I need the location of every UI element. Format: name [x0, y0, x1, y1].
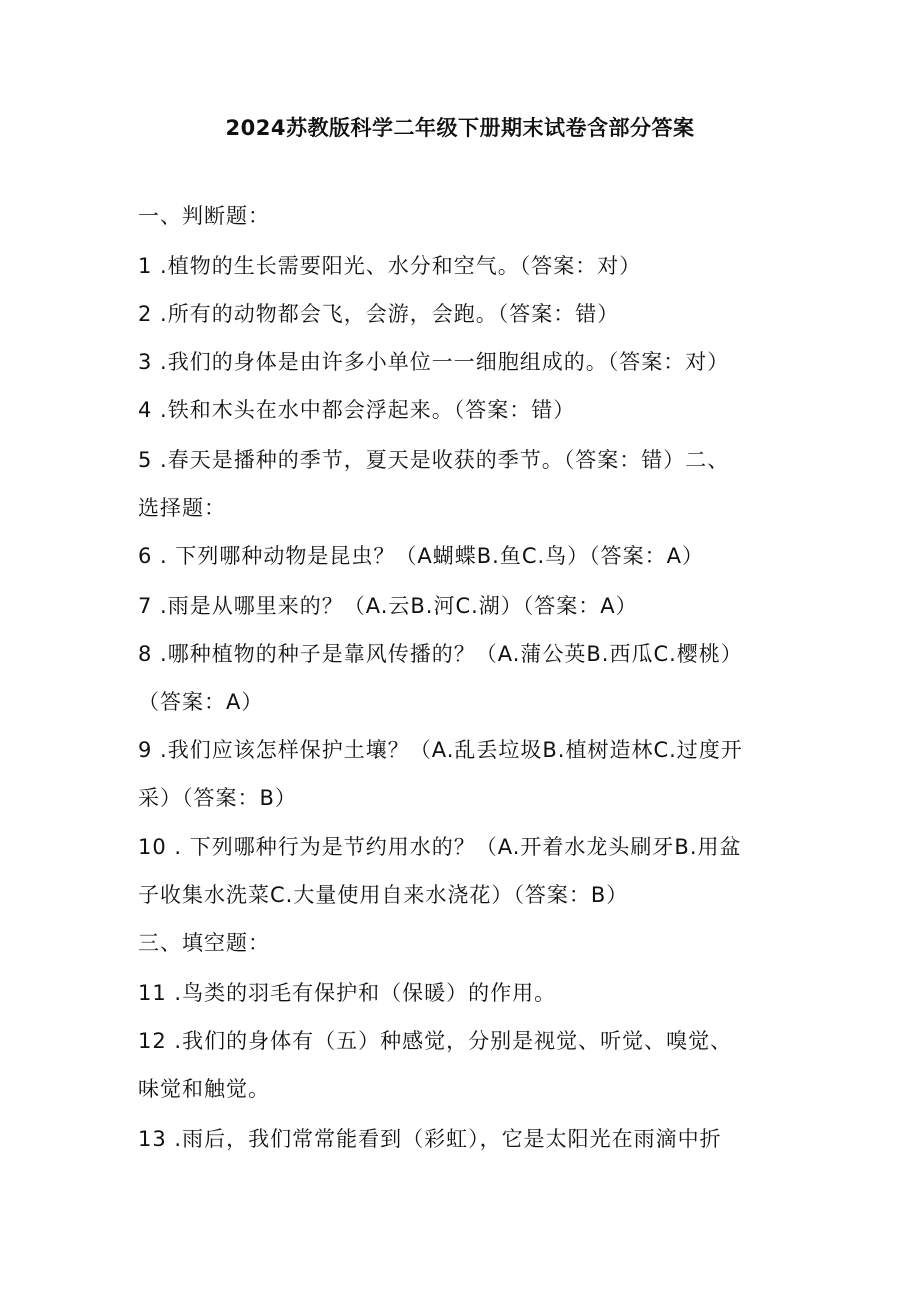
section-heading-choice: 选择题： — [138, 496, 226, 520]
question-7: 7 .雨是从哪里来的？（A.云B.河C.湖）（答案：A） — [138, 594, 638, 618]
question-3: 3 .我们的身体是由许多小单位一一细胞组成的。（答案：对） — [138, 350, 730, 374]
question-13: 13 .雨后，我们常常能看到（彩虹），它是太阳光在雨滴中折 — [138, 1127, 722, 1151]
question-1: 1 .植物的生长需要阳光、水分和空气。（答案：对） — [138, 254, 642, 278]
question-9-answer: 采）（答案：B） — [138, 786, 297, 810]
page-title: 2024苏教版科学二年级下册期末试卷含部分答案 — [225, 116, 695, 140]
section-heading-judgment: 一、判断题： — [138, 204, 270, 228]
question-12: 12 .我们的身体有（五）种感觉，分别是视觉、听觉、嗅觉、 — [138, 1029, 733, 1053]
question-8-answer: （答案：A） — [138, 690, 264, 714]
question-11: 11 .鸟类的羽毛有保护和（保暖）的作用。 — [138, 981, 557, 1005]
section-heading-fill: 三、填空题： — [138, 931, 270, 955]
question-8: 8 .哪种植物的种子是靠风传播的？（A.蒲公英B.西瓜C.樱桃） — [138, 642, 743, 666]
question-12-continued: 味觉和触觉。 — [138, 1077, 270, 1101]
question-4: 4 .铁和木头在水中都会浮起来。（答案：错） — [138, 398, 576, 422]
question-9: 9 .我们应该怎样保护土壤？（A.乱丢垃圾B.植树造林C.过度开 — [138, 738, 743, 762]
question-10: 10 . 下列哪种行为是节约用水的？（A.开着水龙头刷牙B.用盆 — [138, 835, 742, 859]
question-6: 6 . 下列哪种动物是昆虫？（A蝴蝶B.鱼C.鸟）（答案：A） — [138, 544, 705, 568]
question-5: 5 .春天是播种的季节，夏天是收获的季节。（答案：错）二、 — [138, 448, 730, 472]
question-10-continued: 子收集水洗菜C.大量使用自来水浇花）（答案：B） — [138, 883, 629, 907]
question-2: 2 .所有的动物都会飞，会游，会跑。（答案：错） — [138, 302, 620, 326]
